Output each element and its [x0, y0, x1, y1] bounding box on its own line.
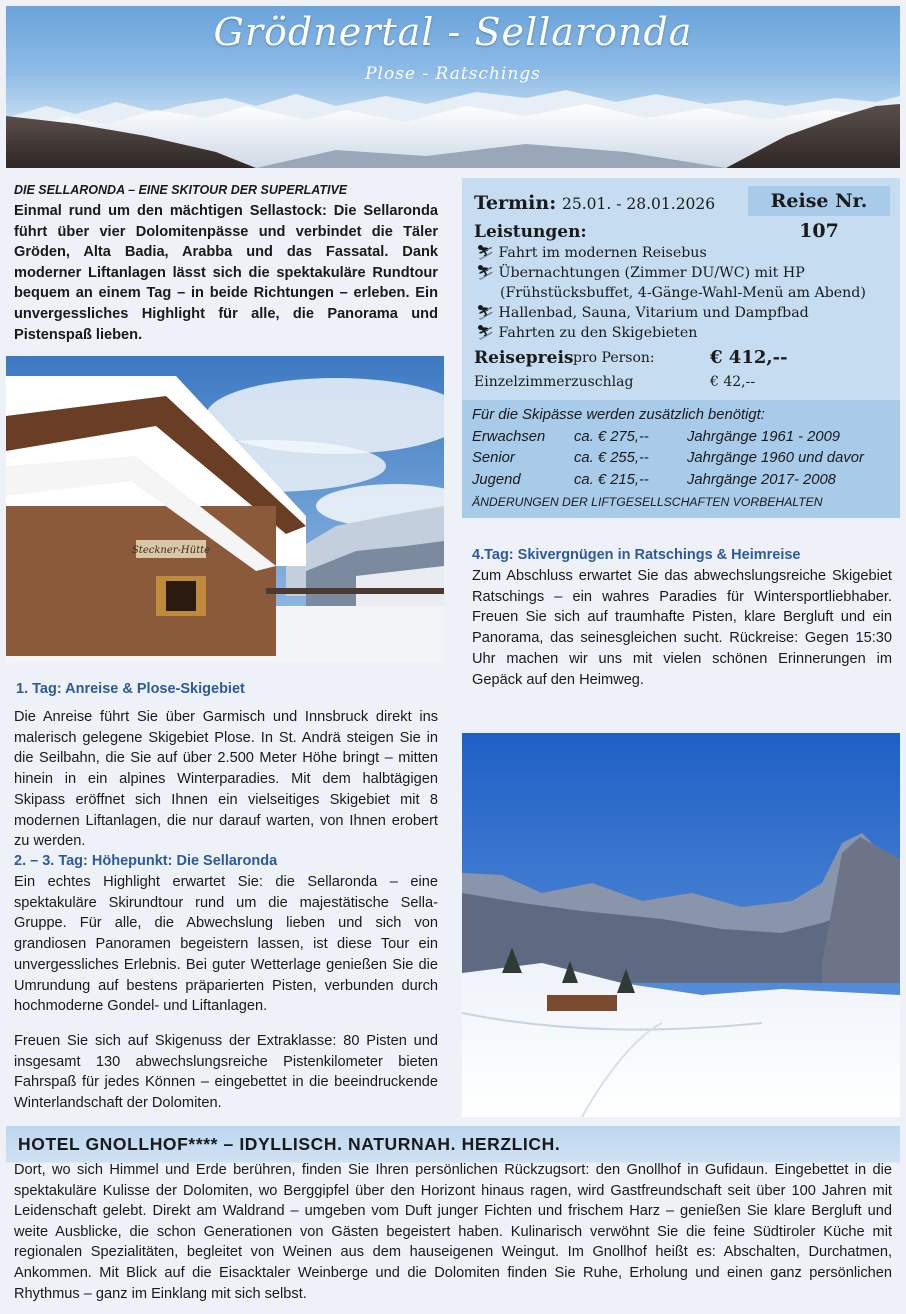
skipass-row-label: Jugend	[472, 472, 521, 488]
day1-text: Die Anreise führt Sie über Garmisch und Innsbruck direkt ins malerisch gelegene Skigebiet Plose. In St. Andrä steigen Sie in die Seilbahn, die Sie auf über 2.500 Meter Höhe bringt – mitten hinein in ein alpines Winterparadies. Mit dem halbtägigen Skipass eröffnet sich Ihnen ein vielseitiges Skigebiet mit 8 modernen Liftanlagen, die nur darauf warten, von Ihnen erobert zu werden.	[14, 709, 438, 850]
intro-heading: DIE SELLARONDA – EINE SKITOUR DER SUPERLATIVE	[14, 183, 348, 197]
hotel-heading: HOTEL GNOLLHOF**** – IDYLLISCH. NATURNAH. HERZLICH.	[18, 1134, 561, 1154]
leistungen-label: Leistungen:	[474, 222, 587, 242]
services-list	[476, 243, 896, 343]
service-item: ⛷ Hallenbad, Sauna, Vitarium und Dampfbad	[476, 305, 809, 321]
termin-value: 25.01. - 28.01.2026	[562, 195, 716, 213]
skipass-row-years: Jahrgänge 1960 und davor	[687, 450, 864, 466]
page-subtitle: Plose - Ratschings	[365, 64, 541, 84]
skipass-row-price: ca. € 255,--	[574, 450, 649, 466]
skipass-row-years: Jahrgänge 2017- 2008	[687, 472, 836, 488]
service-item: ⛷ Übernachtungen (Zimmer DU/WC) mit HP	[476, 265, 805, 281]
price-suffix: pro Person:	[573, 350, 655, 366]
hotel-text: Dort, wo sich Himmel und Erde berühren, finden Sie Ihren persönlichen Rückzugsort: den Gnollhof in Gufidaun. Eingebettet in die spektakuläre Kulisse der Dolomiten, wo Berggipfel über den Horizont hinaus ragen, wird Gastfreundschaft seit über 100 Jahren mit Leidenschaft gelebt. Direkt am Waldrand – umgeben vom Duft junger Fichten und frischem Harz – genießen Sie klare Bergluft und weite Ausblicke, die schon Generationen von Gästen begeistert haben. Kulinarisch verwöhnt Sie die feine Südtiroler Küche mit regionalen Spezialitäten, begleitet von Weinen aus dem hauseigenen Weingut. Im Gnollhof heißt es: Abschalten, Durchatmen, Ankommen. Mit Blick auf die Eisacktaler Weinberge und die Dolomiten finden Sie Ruhe, Erholung und einen ganz persönlichen Rhythmus – ganz im Einklang mit sich selbst.	[14, 1162, 892, 1302]
skipass-row-price: ca. € 215,--	[574, 472, 649, 488]
day23-text2: Freuen Sie sich auf Skigenuss der Extraklasse: 80 Pisten und insgesamt 130 abwechslungsreiche Pistenkilometer bieten Fahrspaß für jedes Können – eingebettet in die beeindruckende Winterlandschaft der Dolomiten.	[14, 1033, 438, 1112]
service-item: ⛷ Fahrt im modernen Reisebus	[476, 245, 707, 261]
page-title: Grödnertal - Sellaronda	[213, 10, 693, 54]
ski-hut-photo	[6, 356, 444, 662]
skipass-row-label: Senior	[472, 450, 515, 466]
intro-text: Einmal rund um den mächtigen Sellastock: Die Sellaronda führt über vier Dolomitenpässe und verbindet die Täler Gröden, Alta Badia, Arabba und das Fassatal. Dank moderner Liftanlagen lässt sich die spektakuläre Rundtour bequem an einem Tag – in beide Richtungen – erleben. Ein unvergessliches Highlight für alle, die Panorama und Pistenspaß lieben.	[14, 203, 438, 343]
skier-icon: ⛷	[476, 325, 495, 341]
dolomites-valley-photo	[462, 733, 900, 1117]
skier-icon: ⛷	[476, 245, 495, 261]
day1-heading: 1. Tag: Anreise & Plose-Skigebiet	[16, 681, 245, 697]
day23-heading: 2. – 3. Tag: Höhepunkt: Die Sellaronda	[14, 853, 278, 869]
skipass-note: ÄNDERUNGEN DER LIFTGESELLSCHAFTEN VORBEHALTEN	[472, 495, 823, 509]
price-label: Reisepreis	[474, 348, 574, 368]
skipass-row-years: Jahrgänge 1961 - 2009	[687, 429, 841, 445]
service-item: ⛷ Fahrten zu den Skigebieten	[476, 325, 698, 341]
termin-label: Termin:	[474, 192, 557, 214]
day4-heading: 4.Tag: Skivergnügen in Ratschings & Heimreise	[472, 547, 801, 563]
skipass-row-price: ca. € 275,--	[574, 429, 649, 445]
skier-icon: ⛷	[476, 305, 495, 321]
skier-icon: ⛷	[476, 265, 495, 281]
hut-sign: Steckner-Hütte	[131, 545, 211, 556]
skipass-heading: Für die Skipässe werden zusätzlich benötigt:	[472, 407, 765, 423]
day23-text: Ein echtes Highlight erwartet Sie: die Sellaronda – eine spektakuläre Skirundtour rund um die majestätische Sella-Gruppe. Für alle, die Abwechslung lieben und sich von grandiosen Panoramen begeistern lassen, ist diese Tour ein unvergessliches Erlebnis. Bei guter Wetterlage genießen Sie die Umrundung auf bestens präparierten Pisten, verbunden durch hochmoderne Gondel- und Liftanlagen.	[14, 874, 438, 1015]
single-room-value: € 42,--	[710, 374, 756, 390]
reise-number: Reise Nr. 107	[748, 186, 890, 216]
single-room-label: Einzelzimmerzuschlag	[474, 374, 634, 390]
skipass-row-label: Erwachsen	[472, 429, 546, 445]
service-item-detail: (Frühstücksbuffet, 4-Gänge-Wahl-Menü am Abend)	[500, 285, 866, 301]
price-value: € 412,--	[710, 347, 788, 368]
day4-text: Zum Abschluss erwartet Sie das abwechslungsreiche Skigebiet Ratschings – ein wahres Paradies für Wintersportliebhaber. Freuen Sie sich auf traumhafte Pisten, klare Bergluft und ein Panorama, das seinesgleichen sucht. Rückreise: Gegen 15:30 Uhr machen wir uns mit vielen schönen Erinnerungen im Gepäck auf den Heimweg.	[472, 568, 892, 688]
